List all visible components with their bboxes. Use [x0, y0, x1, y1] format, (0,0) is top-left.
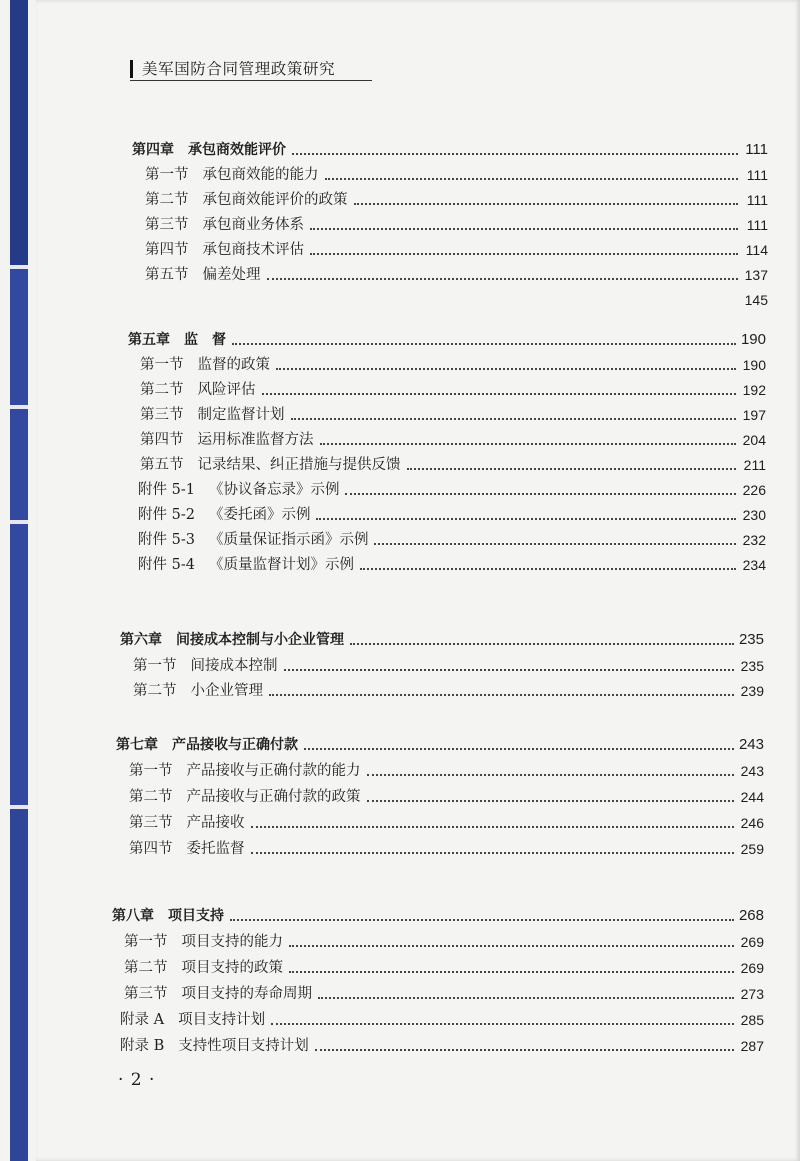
section-number: 第二节 [124, 960, 168, 976]
dot-leader [271, 1023, 734, 1025]
dot-leader [316, 518, 736, 520]
page-number: 230 [742, 507, 766, 523]
spine-stripe [10, 805, 28, 809]
page-number: 269 [740, 960, 764, 976]
page-number: 137 [744, 267, 768, 283]
toc-section[interactable] [129, 811, 764, 833]
section-number: 第一节 [124, 934, 168, 950]
dot-leader [251, 852, 735, 854]
page-number: 145 [744, 292, 768, 308]
dot-leader [284, 669, 735, 671]
section-title: 《质量保证指示函》示例 [208, 532, 369, 548]
toc-section[interactable] [140, 403, 766, 425]
toc-section[interactable] [145, 238, 768, 260]
toc-chapter-4[interactable] [132, 138, 768, 160]
toc-section[interactable] [140, 453, 766, 475]
section-number: 第一节 [129, 763, 173, 779]
section-number: 第三节 [145, 217, 189, 233]
section-title: 监督的政策 [197, 357, 270, 373]
chapter-number: 第八章 [112, 908, 154, 924]
spine-blue-strip [10, 0, 28, 265]
section-number: 附录 A [120, 1012, 165, 1028]
section-number: 第一节 [140, 357, 184, 373]
section-title: 小企业管理 [190, 683, 263, 699]
page-number: 239 [740, 683, 764, 699]
page-number: 111 [746, 192, 768, 208]
spine-blue-strip [10, 810, 28, 1161]
toc-section[interactable] [140, 353, 766, 375]
dot-leader [269, 694, 734, 696]
toc-section[interactable] [145, 213, 768, 235]
page-number: 234 [742, 557, 766, 573]
dot-leader [291, 418, 737, 420]
toc-chapter-7[interactable] [116, 733, 764, 755]
chapter-title: 间接成本控制与小企业管理 [176, 632, 344, 648]
dot-leader [407, 468, 737, 470]
page-number: 197 [742, 407, 766, 423]
page-number: 269 [740, 934, 764, 950]
chapter-number: 第六章 [120, 632, 162, 648]
section-title: 项目支持计划 [178, 1012, 266, 1028]
section-title: 承包商效能的能力 [202, 167, 319, 183]
spine-blue-strip [10, 265, 28, 810]
section-title: 承包商技术评估 [202, 242, 304, 258]
dot-leader [367, 774, 735, 776]
toc-section[interactable] [129, 837, 764, 859]
section-number: 第三节 [124, 986, 168, 1002]
toc-section[interactable] [133, 654, 764, 676]
section-title: 《委托函》示例 [208, 507, 311, 523]
dot-leader [289, 945, 734, 947]
running-header [130, 56, 372, 81]
chapter-number: 第五章 [128, 332, 170, 348]
toc-chapter-5[interactable] [128, 328, 766, 350]
toc-section[interactable] [129, 785, 764, 807]
page-number: 259 [740, 841, 764, 857]
toc-section[interactable] [145, 263, 768, 285]
dot-leader [304, 748, 734, 750]
page-number: 190 [742, 357, 766, 373]
section-title: 承包商效能评价的政策 [202, 192, 348, 208]
toc-section[interactable] [120, 1008, 764, 1030]
dot-leader [230, 919, 734, 921]
page-number: 111 [746, 217, 768, 233]
dot-leader [276, 368, 736, 370]
page-number: 211 [743, 457, 766, 473]
dot-leader [289, 971, 734, 973]
dot-leader [320, 443, 737, 445]
dot-leader [267, 278, 739, 280]
running-header-title: 美军国防合同管理政策研究 [142, 60, 336, 78]
toc-section[interactable] [124, 930, 764, 952]
page-number: 235 [740, 658, 764, 674]
dot-leader [350, 643, 734, 645]
page-number: 190 [740, 331, 766, 348]
toc-section[interactable] [124, 982, 764, 1004]
page-number: 243 [740, 763, 764, 779]
page-number: 244 [740, 789, 764, 805]
toc-section[interactable] [138, 478, 766, 500]
section-number: 第四节 [140, 432, 184, 448]
spine-stripe [10, 520, 28, 524]
dot-leader [292, 153, 738, 155]
section-number: 附件 5-2 [138, 507, 195, 523]
section-title: 项目支持的政策 [181, 960, 283, 976]
section-number: 附件 5-3 [138, 532, 195, 548]
section-number: 第二节 [129, 789, 173, 805]
page-number: 246 [740, 815, 764, 831]
section-title: 《质量监督计划》示例 [208, 557, 354, 573]
section-number: 第二节 [145, 192, 189, 208]
section-title: 产品接收与正确付款的政策 [186, 789, 361, 805]
page-number: 232 [742, 532, 766, 548]
dot-leader [360, 568, 736, 570]
section-title: 偏差处理 [202, 267, 261, 283]
section-number: 第一节 [145, 167, 189, 183]
book-spine-edge [0, 0, 40, 1161]
section-number: 第四节 [145, 242, 189, 258]
section-title: 产品接收与正确付款的能力 [186, 763, 361, 779]
page-number: 192 [742, 382, 766, 398]
chapter-title: 项目支持 [168, 908, 224, 924]
page-number: 243 [738, 736, 764, 753]
footer-page-number: · 2 · [118, 1070, 156, 1090]
header-bar [130, 60, 133, 78]
section-number: 第三节 [129, 815, 173, 831]
section-number: 第五节 [145, 267, 189, 283]
chapter-number: 第七章 [116, 737, 158, 753]
spine-stripe [10, 405, 28, 409]
dot-leader [262, 393, 737, 395]
dot-leader [251, 826, 735, 828]
toc-section[interactable] [129, 759, 764, 781]
section-title: 委托监督 [186, 841, 245, 857]
toc-section[interactable] [124, 956, 764, 978]
dot-leader [374, 543, 736, 545]
toc-section[interactable] [145, 163, 768, 185]
dot-leader [318, 997, 734, 999]
section-number: 附件 5-4 [138, 557, 195, 573]
section-number: 第二节 [133, 683, 177, 699]
chapter-title: 监 督 [184, 332, 226, 348]
section-title: 项目支持的能力 [181, 934, 283, 950]
toc-continuation [145, 288, 768, 310]
section-title: 《协议备忘录》示例 [208, 482, 340, 498]
page-number: 111 [746, 167, 768, 183]
dot-leader [310, 228, 738, 230]
section-title: 支持性项目支持计划 [178, 1038, 309, 1054]
section-number: 第二节 [140, 382, 184, 398]
page-number: 268 [738, 907, 764, 924]
dot-leader [345, 493, 736, 495]
section-number: 附件 5-1 [138, 482, 195, 498]
section-title: 风险评估 [197, 382, 256, 398]
dot-leader [325, 178, 739, 180]
page-number: 287 [740, 1038, 764, 1054]
section-title: 项目支持的寿命周期 [181, 986, 312, 1002]
toc-section[interactable] [120, 1034, 764, 1056]
section-number: 第一节 [133, 658, 177, 674]
chapter-title: 产品接收与正确付款 [172, 737, 298, 753]
page-number: 273 [740, 986, 764, 1002]
section-title: 间接成本控制 [190, 658, 278, 674]
toc-section[interactable] [133, 679, 764, 701]
chapter-title: 承包商效能评价 [188, 142, 286, 158]
dot-leader [232, 343, 736, 345]
section-title: 制定监督计划 [197, 407, 285, 423]
section-title: 承包商业务体系 [202, 217, 304, 233]
section-title: 记录结果、纠正措施与提供反馈 [197, 457, 401, 473]
page-number: 111 [745, 141, 768, 158]
page-number: 285 [740, 1012, 764, 1028]
section-title: 产品接收 [186, 815, 245, 831]
toc-chapter-8[interactable] [112, 904, 764, 926]
page-number: 204 [742, 432, 766, 448]
toc-section[interactable] [145, 188, 768, 210]
toc-section[interactable] [138, 553, 766, 575]
spine-stripe [10, 265, 28, 269]
page-number: 226 [742, 482, 766, 498]
dot-leader [367, 800, 735, 802]
section-number: 第五节 [140, 457, 184, 473]
section-number: 第三节 [140, 407, 184, 423]
section-title: 运用标准监督方法 [197, 432, 314, 448]
toc-chapter-6[interactable] [120, 628, 764, 650]
page-number: 235 [738, 631, 764, 648]
dot-leader [354, 203, 739, 205]
toc-section[interactable] [140, 378, 766, 400]
dot-leader [310, 253, 738, 255]
page-number: 114 [745, 242, 768, 258]
toc-section[interactable] [138, 503, 766, 525]
dot-leader [315, 1049, 734, 1051]
chapter-number: 第四章 [132, 142, 174, 158]
section-number: 附录 B [120, 1038, 165, 1054]
toc-section[interactable] [138, 528, 766, 550]
toc-section[interactable] [140, 428, 766, 450]
section-number: 第四节 [129, 841, 173, 857]
